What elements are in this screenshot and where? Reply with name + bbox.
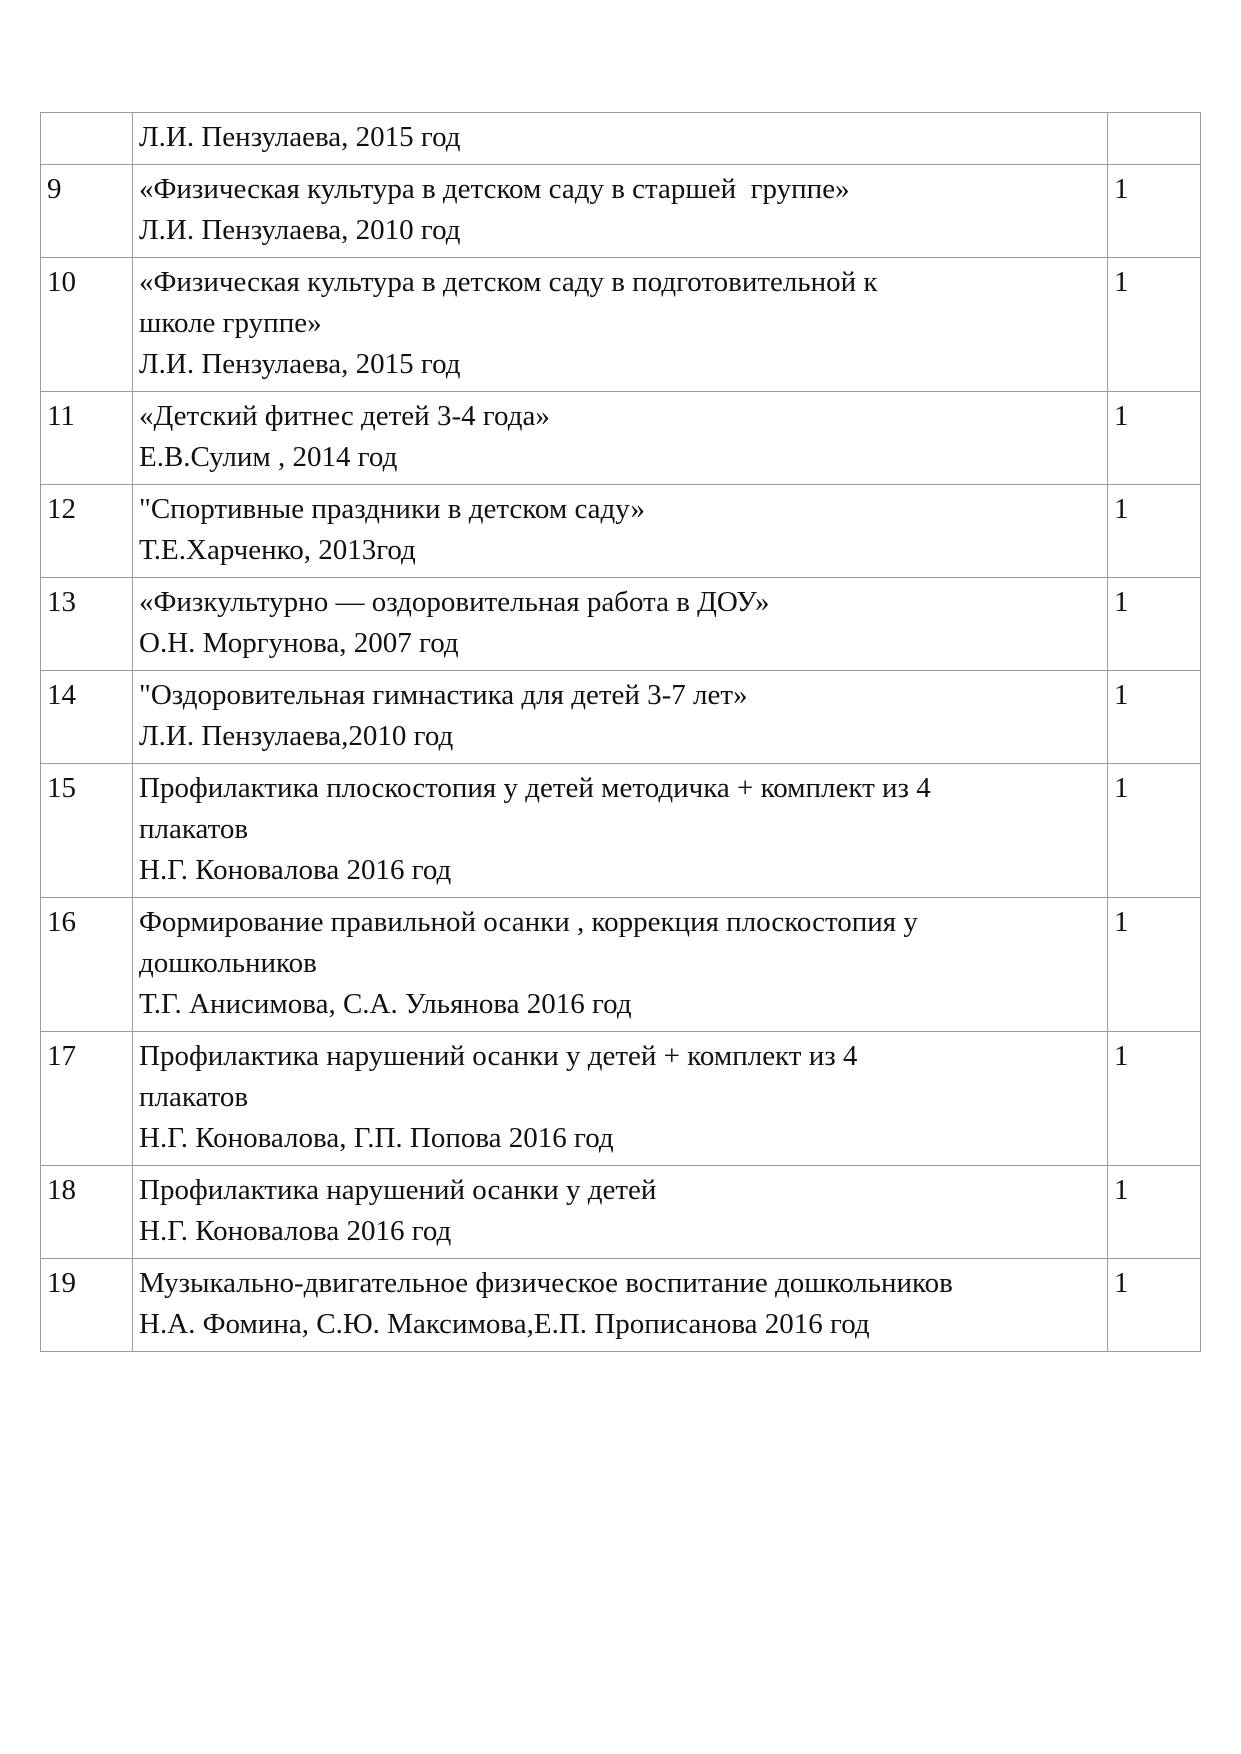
row-number: 17 <box>41 1032 133 1166</box>
book-line: Л.И. Пензулаева,2010 год <box>139 720 454 752</box>
table-row <box>41 764 1201 898</box>
book-entry <box>133 764 1108 898</box>
row-quantity: 1 <box>1108 485 1201 578</box>
book-line: Музыкально-двигательное физическое воспитание дошкольников <box>139 1267 953 1299</box>
table-row <box>41 578 1201 671</box>
book-line: плакатов <box>139 813 249 845</box>
book-line: «Физическая культура в детском саду в старшей группе» <box>139 173 850 205</box>
book-line: Профилактика плоскостопия у детей методичка + комплект из 4 <box>139 772 931 804</box>
row-quantity: 1 <box>1108 165 1201 258</box>
book-line: «Физкультурно — оздоровительная работа в ДОУ» <box>139 586 770 618</box>
row-number: 9 <box>41 165 133 258</box>
book-entry <box>133 671 1108 764</box>
book-entry <box>133 258 1108 392</box>
row-quantity: 1 <box>1108 898 1201 1032</box>
table-row <box>41 113 1201 165</box>
book-entry <box>133 165 1108 258</box>
row-quantity: 1 <box>1108 1166 1201 1259</box>
row-number: 18 <box>41 1166 133 1259</box>
book-line: Н.Г. Коновалова 2016 год <box>139 1215 452 1247</box>
book-line: Н.Г. Коновалова, Г.П. Попова 2016 год <box>139 1122 614 1154</box>
table-row <box>41 1166 1201 1259</box>
book-line: "Спортивные праздники в детском саду» <box>139 493 646 525</box>
book-line: Н.Г. Коновалова 2016 год <box>139 854 452 886</box>
book-line: Профилактика нарушений осанки у детей + комплект из 4 <box>139 1040 858 1072</box>
book-line: "Оздоровительная гимнастика для детей 3-7 лет» <box>139 679 748 711</box>
row-number: 10 <box>41 258 133 392</box>
row-quantity: 1 <box>1108 671 1201 764</box>
row-quantity: 1 <box>1108 764 1201 898</box>
book-line: Профилактика нарушений осанки у детей <box>139 1174 657 1206</box>
row-number: 11 <box>41 392 133 485</box>
table-row <box>41 485 1201 578</box>
book-line: Т.Е.Харченко, 2013год <box>139 534 416 566</box>
literature-table <box>40 112 1201 1352</box>
book-entry <box>133 1166 1108 1259</box>
row-quantity: 1 <box>1108 1032 1201 1166</box>
row-quantity: 1 <box>1108 258 1201 392</box>
row-number: 16 <box>41 898 133 1032</box>
book-entry <box>133 113 1108 165</box>
row-number: 12 <box>41 485 133 578</box>
book-line: «Физическая культура в детском саду в подготовительной к <box>139 266 878 298</box>
book-line: Л.И. Пензулаева, 2015 год <box>139 121 461 153</box>
book-line: Н.А. Фомина, С.Ю. Максимова,Е.П. Прописанова 2016 год <box>139 1308 870 1340</box>
book-line: Л.И. Пензулаева, 2015 год <box>139 348 461 380</box>
book-entry <box>133 1259 1108 1352</box>
row-quantity <box>1108 113 1201 165</box>
row-number: 14 <box>41 671 133 764</box>
row-quantity: 1 <box>1108 392 1201 485</box>
table-row <box>41 1259 1201 1352</box>
book-line: «Детский фитнес детей 3-4 года» <box>139 400 550 432</box>
book-line: плакатов <box>139 1081 249 1113</box>
table-row <box>41 392 1201 485</box>
book-line: Л.И. Пензулаева, 2010 год <box>139 214 461 246</box>
book-entry <box>133 485 1108 578</box>
row-number: 15 <box>41 764 133 898</box>
row-number <box>41 113 133 165</box>
book-line: Т.Г. Анисимова, С.А. Ульянова 2016 год <box>139 988 632 1020</box>
book-line: школе группе» <box>139 307 322 339</box>
book-line: дошкольников <box>139 947 317 979</box>
table-row <box>41 258 1201 392</box>
table-row <box>41 898 1201 1032</box>
book-entry <box>133 392 1108 485</box>
table-row <box>41 1032 1201 1166</box>
book-entry <box>133 578 1108 671</box>
book-line: Формирование правильной осанки , коррекция плоскостопия у <box>139 906 918 938</box>
book-entry <box>133 1032 1108 1166</box>
row-quantity: 1 <box>1108 578 1201 671</box>
row-number: 19 <box>41 1259 133 1352</box>
table-row <box>41 671 1201 764</box>
row-quantity: 1 <box>1108 1259 1201 1352</box>
table-row <box>41 165 1201 258</box>
book-line: Е.В.Сулим , 2014 год <box>139 441 398 473</box>
book-line: О.Н. Моргунова, 2007 год <box>139 627 459 659</box>
book-entry <box>133 898 1108 1032</box>
row-number: 13 <box>41 578 133 671</box>
